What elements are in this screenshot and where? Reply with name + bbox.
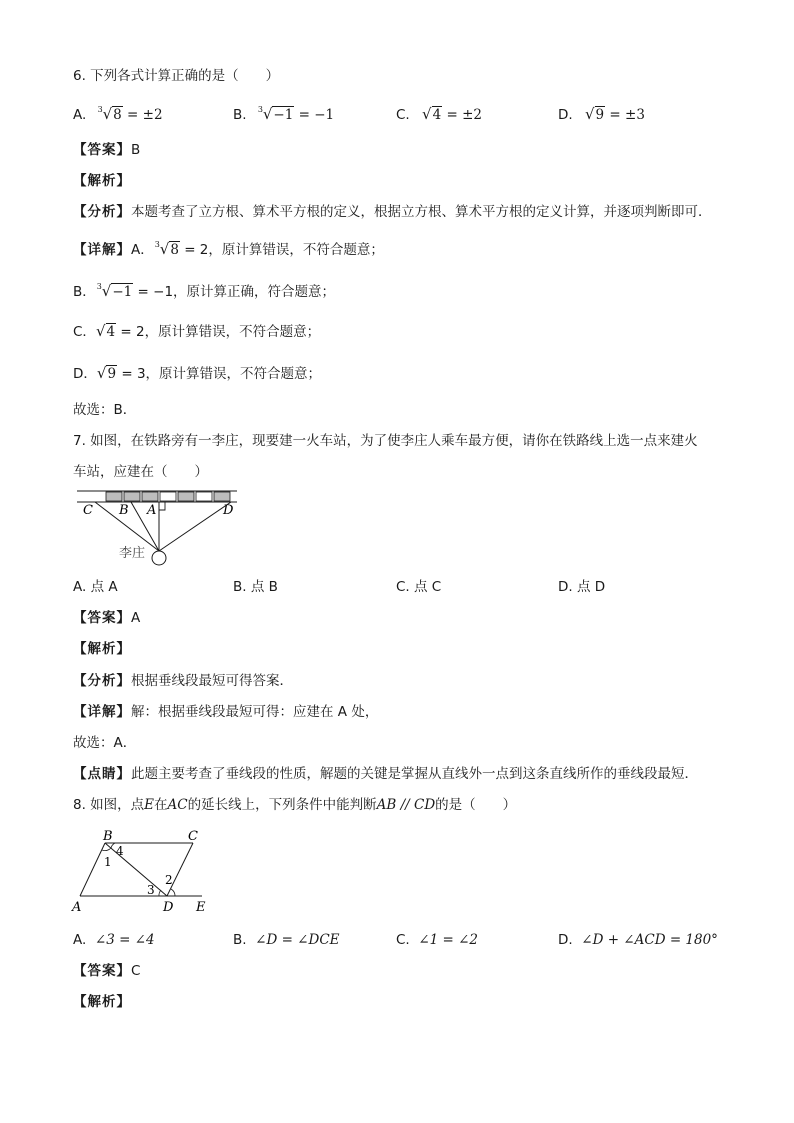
q8-stem (73, 796, 516, 814)
segment-d (159, 502, 231, 551)
xiangjie-tag: 【详解】 (73, 704, 131, 720)
radicand: 9 (595, 107, 605, 123)
q6-option-d (558, 105, 645, 124)
cube-root (257, 105, 294, 124)
expression-rest: = −1 (294, 107, 335, 123)
option-label: A. (73, 107, 87, 123)
radical-sign: √ (584, 105, 595, 123)
dianjing-text: 此题主要考查了垂线段的性质，解题的关键是掌握从直线外一点到这条直线所作的垂线段最短． (131, 766, 698, 782)
label-d: D (223, 503, 234, 518)
radical-sign: √ (102, 105, 113, 123)
parallel-symbol: // (396, 797, 414, 813)
q8-option-c (396, 931, 478, 949)
q6-detail-a (73, 240, 384, 259)
q7-conclusion: 故选：A． (73, 735, 137, 751)
segment-ac: AC (167, 797, 188, 813)
segment-cd: CD (413, 797, 436, 813)
q7-stem-line2: 车站，应建在（ ） (73, 464, 208, 480)
q7-option-b: B. 点 B (233, 579, 278, 595)
stem-text: 8. 如图，点 (73, 797, 145, 813)
railway-figure (73, 485, 243, 570)
option-label: D. (558, 932, 573, 948)
fenxi-text: 本题考查了立方根、算术平方根的定义，根据立方根、算术平方根的定义计算，并逐项判断即可． (131, 204, 712, 220)
detail-rest: = 3，原计算错误，不符合题意； (117, 366, 322, 382)
option-label: C. (396, 107, 410, 123)
answer-value: B (131, 142, 141, 158)
root-index: 3 (154, 240, 160, 249)
detail-rest: = 2，原计算错误，不符合题意； (179, 242, 384, 258)
cube-root (97, 105, 123, 124)
radicand: 4 (106, 324, 116, 340)
label-e: E (196, 900, 206, 914)
q6-jiexi-tag: 【解析】 (73, 173, 131, 189)
point-e: E (144, 797, 155, 813)
radicand: 8 (113, 107, 122, 123)
rail-sleeper (196, 492, 212, 501)
q7-xiangjie (73, 703, 378, 721)
q8-answer (73, 962, 140, 980)
q8-jiexi-tag: 【解析】 (73, 994, 131, 1010)
q8-option-d (558, 931, 718, 949)
q7-fenxi (73, 672, 293, 690)
option-label: D. (558, 107, 573, 123)
rail-sleeper (178, 492, 194, 501)
dianjing-tag: 【点睛】 (73, 766, 131, 782)
expression-rest: = ±2 (122, 107, 163, 123)
angle-label-4: 4 (116, 844, 124, 858)
rail-sleeper (124, 492, 140, 501)
angle-arc (102, 848, 111, 851)
square-root (422, 105, 442, 124)
q7-dianjing (73, 765, 698, 783)
q7-option-d: D. 点 D (558, 579, 606, 595)
option-label: C. (396, 932, 410, 948)
right-angle-mark (159, 502, 165, 510)
square-root (97, 364, 117, 383)
option-expression: ∠D = ∠DCE (255, 932, 340, 948)
q7-jiexi-tag: 【解析】 (73, 641, 131, 657)
rail-sleeper (160, 492, 176, 501)
fenxi-tag: 【分析】 (73, 673, 131, 689)
label-a: A (72, 900, 82, 914)
fenxi-text: 根据垂线段最短可得答案． (131, 673, 293, 689)
option-label: B. (233, 932, 247, 948)
detail-prefix: C． (73, 324, 96, 340)
option-label: A. (73, 932, 87, 948)
square-root (585, 105, 605, 124)
rail-sleeper (106, 492, 122, 501)
village-circle (152, 551, 166, 565)
root-index: 3 (96, 282, 102, 291)
q6-option-b (233, 105, 334, 124)
q8-option-b (233, 931, 340, 949)
parallelogram-figure (70, 826, 215, 914)
xiangjie-tag: 【详解】 (73, 242, 131, 258)
q7-option-a: A. 点 A (73, 579, 118, 595)
radicand: −1 (112, 284, 133, 300)
root-index: 3 (97, 105, 103, 114)
detail-prefix: D． (73, 366, 97, 382)
q6-detail-b (73, 282, 335, 301)
radical-sign: √ (159, 240, 170, 258)
radical-sign: √ (96, 364, 107, 382)
label-c: C (188, 829, 198, 844)
angle-label-3: 3 (147, 883, 155, 897)
q6-detail-c (73, 322, 320, 341)
radical-sign: √ (262, 105, 273, 123)
detail-rest: = 2，原计算错误，不符合题意； (116, 324, 321, 340)
option-expression: ∠1 = ∠2 (418, 932, 479, 948)
angle-arc (159, 890, 161, 896)
root-index: 3 (257, 105, 263, 114)
rail-sleeper (214, 492, 230, 501)
stem-text: 在 (154, 797, 168, 813)
label-a: A (147, 503, 157, 518)
expression-rest: = ±3 (605, 107, 645, 123)
q7-option-c: C. 点 C (396, 579, 442, 595)
angle-label-2: 2 (165, 873, 173, 887)
angle-arc (171, 889, 175, 896)
q6-fenxi (73, 203, 712, 221)
q6-stem: 6. 下列各式计算正确的是（ ） (73, 68, 280, 84)
detail-prefix: B． (73, 284, 96, 300)
segment-ab (80, 843, 105, 896)
option-label: B. (233, 107, 247, 123)
radical-sign: √ (101, 282, 112, 300)
stem-text: 的延长线上，下列条件中能判断 (187, 797, 377, 813)
q8-option-a (73, 931, 155, 949)
cube-root (96, 282, 133, 301)
radical-sign: √ (422, 105, 432, 123)
xiangjie-text: 解：根据垂线段最短可得：应建在 A 处， (131, 704, 379, 720)
radicand: −1 (273, 107, 294, 123)
radicand: 8 (170, 242, 179, 258)
angle-label-1: 1 (104, 855, 112, 869)
radicand: 4 (432, 107, 442, 123)
expression-rest: = ±2 (442, 107, 482, 123)
q6-option-a (73, 105, 163, 124)
q6-conclusion: 故选：B． (73, 402, 137, 418)
rail-sleeper (142, 492, 158, 501)
detail-rest: = −1，原计算正确，符合题意； (133, 284, 336, 300)
q6-option-c (396, 105, 482, 124)
q6-answer (73, 141, 140, 159)
option-expression: ∠D + ∠ACD = 180° (581, 932, 718, 948)
segment-bd (105, 843, 167, 896)
label-c: C (83, 503, 93, 518)
segment-ab: AB (376, 797, 397, 813)
label-d: D (163, 900, 174, 914)
fenxi-tag: 【分析】 (73, 204, 131, 220)
village-label: 李庄 (119, 546, 146, 561)
cube-root (154, 240, 180, 259)
answer-tag: 【答案】 (73, 963, 131, 979)
answer-tag: 【答案】 (73, 142, 131, 158)
stem-text: 的是（ ） (435, 797, 517, 813)
square-root (96, 322, 116, 341)
answer-tag: 【答案】 (73, 610, 131, 626)
radicand: 9 (107, 366, 117, 382)
q7-answer (73, 609, 140, 627)
label-b: B (119, 503, 129, 518)
option-expression: ∠3 = ∠4 (94, 932, 155, 948)
radical-sign: √ (95, 322, 106, 340)
answer-value: A (131, 610, 141, 626)
segment-cd (167, 843, 193, 896)
answer-value: C (131, 963, 141, 979)
q7-stem-line1: 7. 如图，在铁路旁有一李庄，现要建一火车站，为了使李庄人乘车最方便，请你在铁路线上选一点来建火 (73, 433, 698, 449)
detail-prefix: A． (131, 242, 154, 258)
label-b: B (103, 829, 113, 844)
q6-detail-d (73, 364, 321, 383)
